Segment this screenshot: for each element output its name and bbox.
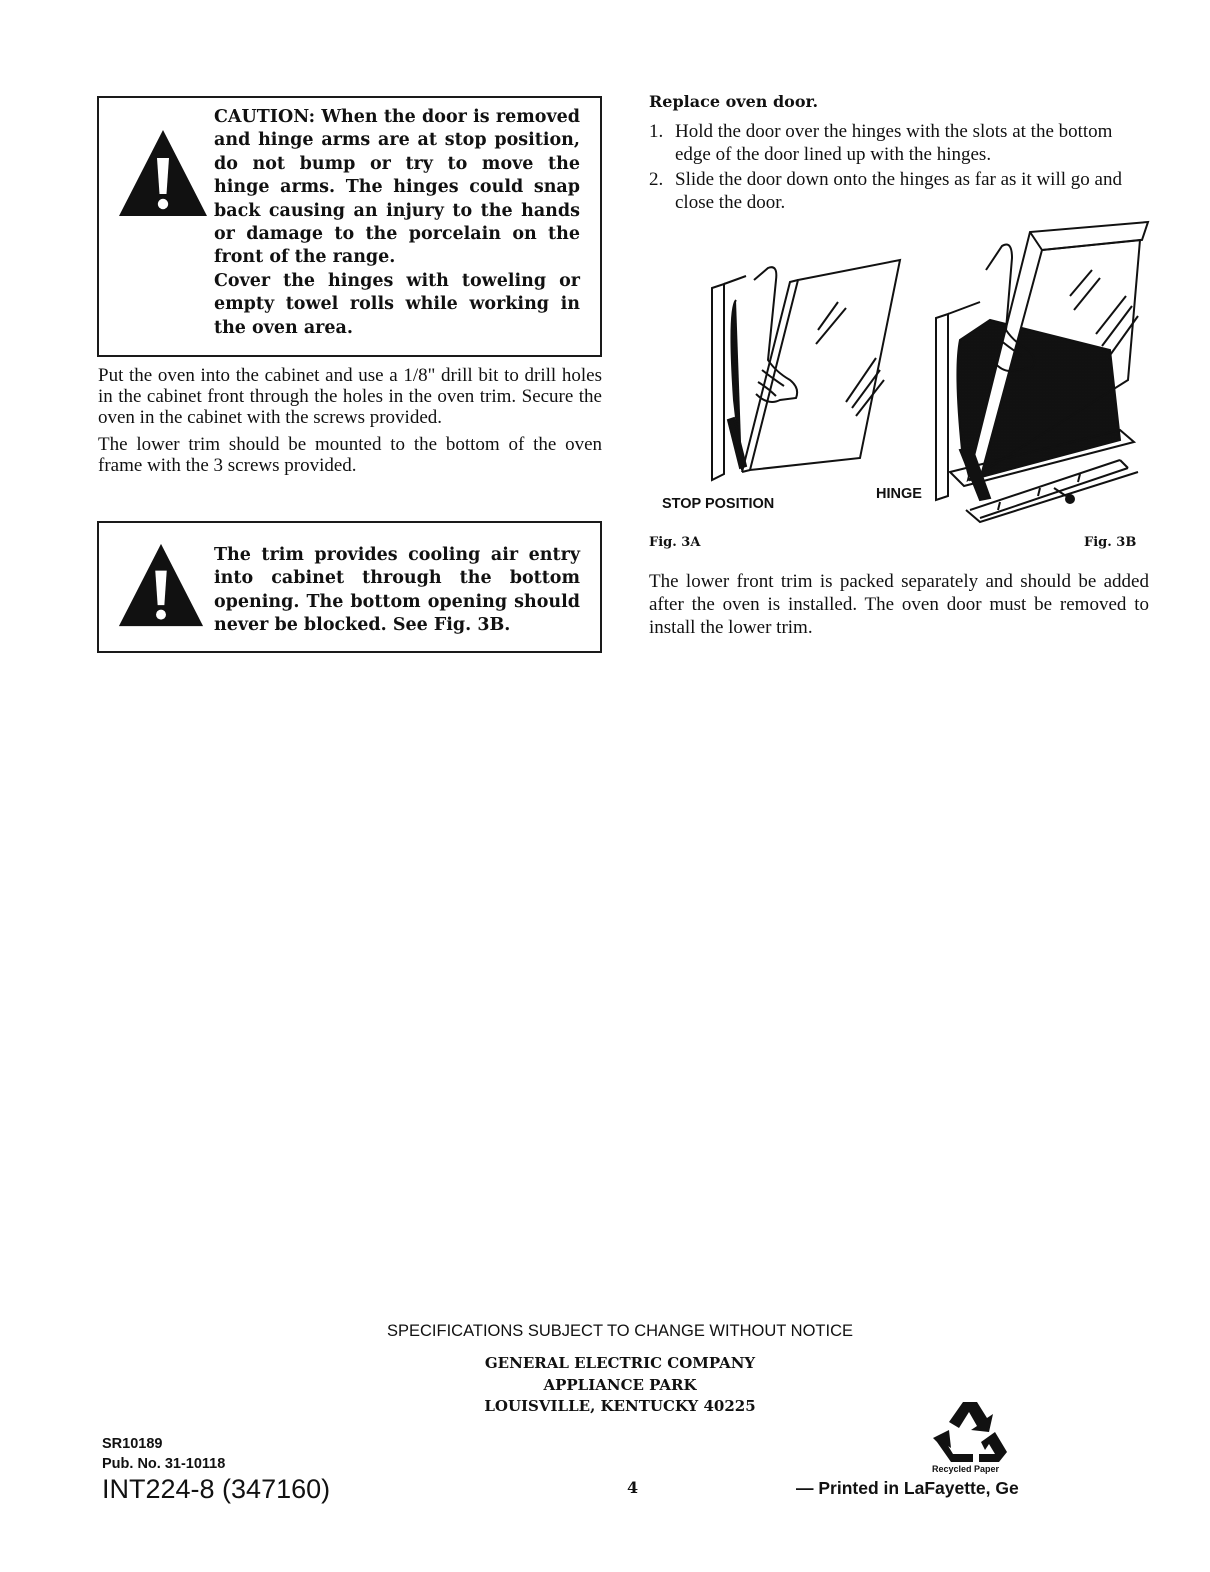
caution-box — [97, 96, 602, 357]
recycled-paper-label: Recycled Paper — [932, 1464, 1000, 1474]
warning-triangle-icon — [117, 541, 205, 629]
caution-text — [214, 106, 580, 340]
printed-location: — Printed in LaFayette, Ge — [796, 1478, 1019, 1498]
install-instructions — [98, 365, 602, 482]
step-item — [649, 168, 1151, 214]
figure-3a-caption: Fig. 3A — [649, 535, 701, 550]
step-number: 2. — [649, 169, 664, 190]
step-text: Hold the door over the hinges with the slots at the bottom edge of the door lined up with the hinges. — [675, 121, 1113, 165]
replace-door-steps — [649, 120, 1151, 216]
caution-paragraph: CAUTION: When the door is removed and hinge arms are at stop position, do not bump or try to move the hinge arms. The hinges could snap back causing an injury to the hands or damage to the porcelain on the front of the range. — [214, 107, 580, 268]
publication-number: Pub. No. 31-10118 — [102, 1456, 226, 1472]
figure-3b-caption: Fig. 3B — [1084, 535, 1137, 550]
warning-triangle-icon — [117, 128, 209, 218]
lower-trim-note: The lower front trim is packed separately and should be added after the oven is installed. The oven door must be removed to install the lower trim. — [649, 571, 1149, 638]
specifications-notice: SPECIFICATIONS SUBJECT TO CHANGE WITHOUT NOTICE — [386, 1322, 854, 1340]
install-paragraph: The lower trim should be mounted to the bottom of the oven frame with the 3 screws provided. — [98, 434, 602, 476]
company-name: GENERAL ELECTRIC COMPANY — [484, 1354, 756, 1372]
caution-paragraph: Cover the hinges with toweling or empty towel rolls while working in the oven area. — [214, 270, 580, 338]
company-park: APPLIANCE PARK — [543, 1376, 697, 1394]
install-paragraph: Put the oven into the cabinet and use a 1/8" drill bit to drill holes in the cabinet front through the holes in the oven trim. Secure the oven in the cabinet with the screws provided. — [98, 365, 602, 428]
trim-warning-box — [97, 521, 602, 653]
company-city: LOUISVILLE, KENTUCKY 40225 — [484, 1397, 756, 1415]
replace-door-heading: Replace oven door. — [649, 92, 819, 111]
recycle-icon — [933, 1398, 1011, 1466]
trim-warning-text: The trim provides cooling air entry into cabinet through the bottom opening. The bottom opening should never be blocked. See Fig. 3B. — [214, 545, 580, 636]
step-text: Slide the door down onto the hinges as far as it will go and close the door. — [675, 169, 1122, 213]
model-number: INT224-8 (347160) — [102, 1474, 331, 1504]
sr-number: SR10189 — [102, 1436, 163, 1452]
oven-door-illustration — [650, 210, 1150, 530]
step-number: 1. — [649, 121, 664, 142]
stop-position-label: STOP POSITION — [662, 496, 775, 512]
page-number: 4 — [627, 1478, 639, 1497]
step-item — [649, 120, 1151, 166]
hinge-label: HINGE — [876, 486, 922, 502]
